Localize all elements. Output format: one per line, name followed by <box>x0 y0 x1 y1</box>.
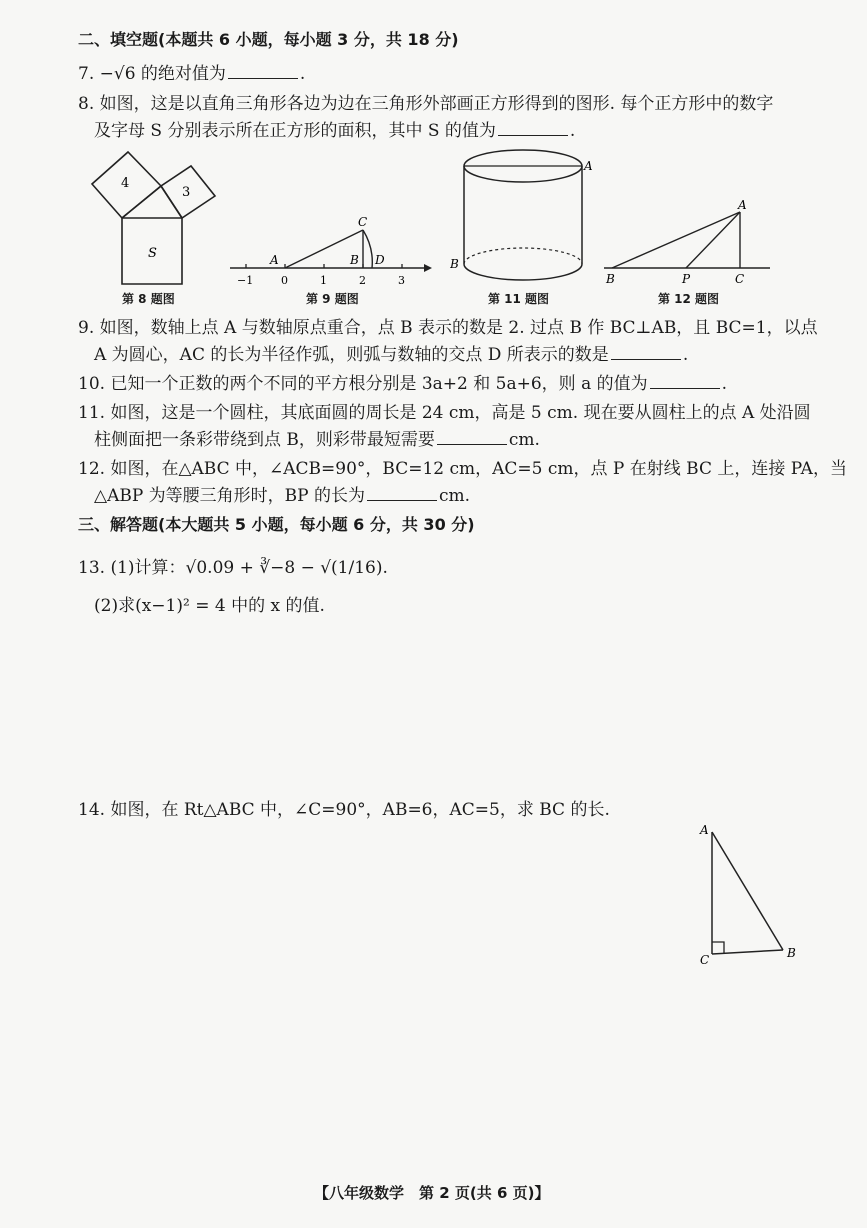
q12-answer-blank[interactable] <box>367 484 437 501</box>
question-9-line1: 9. 如图，数轴上点 A 与数轴原点重合，点 B 表示的数是 2. 过点 B 作 BC⊥AB，且 BC=1，以点 <box>78 318 818 338</box>
q9-end: . <box>682 345 689 365</box>
tick-0: 0 <box>281 274 288 287</box>
q11-answer-blank[interactable] <box>437 428 507 445</box>
figure-8-caption: 第 8 题图 <box>122 292 175 306</box>
question-11-line1: 11. 如图，这是一个圆柱，其底面圆的周长是 24 cm，高是 5 cm. 现在要从圆柱上的点 A 处沿圆 <box>78 403 811 423</box>
question-14: 14. 如图，在 Rt△ABC 中，∠C=90°，AB=6，AC=5，求 BC 的长. <box>78 800 610 820</box>
point-a: A <box>738 198 747 212</box>
figure-9-caption: 第 9 题图 <box>306 292 359 306</box>
point-c: C <box>358 215 368 229</box>
q9-text: A 为圆心，AC 的长为半径作弧，则弧与数轴的交点 D 所表示的数是 <box>94 345 609 365</box>
figure-12-caption: 第 12 题图 <box>658 292 720 306</box>
q7-answer-blank[interactable] <box>228 62 298 79</box>
question-13-part2: (2)求(x−1)² = 4 中的 x 的值. <box>94 596 325 616</box>
point-b: B <box>450 257 459 271</box>
q8-text: 及字母 S 分别表示所在正方形的面积，其中 S 的值为 <box>94 121 496 141</box>
point-b: B <box>606 272 615 286</box>
point-c: C <box>700 953 710 967</box>
point-p: P <box>682 272 691 286</box>
tick-3: 3 <box>398 274 405 287</box>
q10-answer-blank[interactable] <box>650 372 720 389</box>
point-c: C <box>735 272 745 286</box>
q7-end: . <box>299 64 306 84</box>
question-12-line2 <box>94 484 470 508</box>
q12-text: △ABP 为等腰三角形时，BP 的长为 <box>94 486 366 506</box>
q10-end: . <box>721 374 728 394</box>
question-8-line2 <box>94 119 575 143</box>
question-9-line2 <box>94 343 688 367</box>
point-a: A <box>584 159 593 173</box>
q11-text: 柱侧面把一条彩带绕到点 B，则彩带最短需要 <box>94 430 435 450</box>
figure-12-triangle <box>600 196 775 288</box>
right-angle-mark <box>712 942 724 954</box>
figure-14-right-triangle <box>692 818 807 973</box>
figure-11-cylinder <box>450 142 600 288</box>
point-d: D <box>375 253 385 267</box>
tick-1: 1 <box>320 274 327 287</box>
q9-answer-blank[interactable] <box>611 343 681 360</box>
q11-unit: cm. <box>508 430 540 450</box>
question-10 <box>78 372 727 396</box>
figure-9-number-line <box>228 212 438 292</box>
question-13-part1 <box>78 556 388 580</box>
question-12-line1: 12. 如图，在△ABC 中，∠ACB=90°，BC=12 cm，AC=5 cm，点 P 在射线 BC 上，连接 PA，当 <box>78 459 847 479</box>
label-s: S <box>148 246 157 261</box>
label-3: 3 <box>182 185 191 200</box>
tick-neg1: −1 <box>237 274 254 287</box>
section3-title: 三、解答题(本大题共 5 小题，每小题 6 分，共 30 分) <box>78 515 475 534</box>
question-11-line2 <box>94 428 540 452</box>
question-8-line1: 8. 如图，这是以直角三角形各边为边在三角形外部画正方形得到的图形. 每个正方形中的数字 <box>78 94 774 114</box>
point-b: B <box>350 253 359 267</box>
page-footer: 【八年级数学 第 2 页(共 6 页)】 <box>314 1184 550 1202</box>
tick-2: 2 <box>359 274 366 287</box>
point-a: A <box>270 253 279 267</box>
section2-title: 二、填空题(本题共 6 小题，每小题 3 分，共 18 分) <box>78 30 459 49</box>
label-4: 4 <box>121 176 130 191</box>
question-7 <box>78 62 305 86</box>
q8-end: . <box>569 121 576 141</box>
point-a: A <box>700 823 709 837</box>
figure-11-caption: 第 11 题图 <box>488 292 550 306</box>
q12-unit: cm. <box>439 486 471 506</box>
q8-answer-blank[interactable] <box>498 119 568 136</box>
q7-text: 7. −√6 的绝对值为 <box>78 64 226 84</box>
q10-text: 10. 已知一个正数的两个不同的平方根分别是 3a+2 和 5a+6，则 a 的值为 <box>78 374 648 394</box>
figure-8-squares <box>88 148 228 288</box>
q13-label: 13. (1)计算： <box>78 558 186 578</box>
point-b: B <box>787 946 796 960</box>
q13-expression: √0.09 + ∛−8 − √(1/16). <box>185 558 388 578</box>
